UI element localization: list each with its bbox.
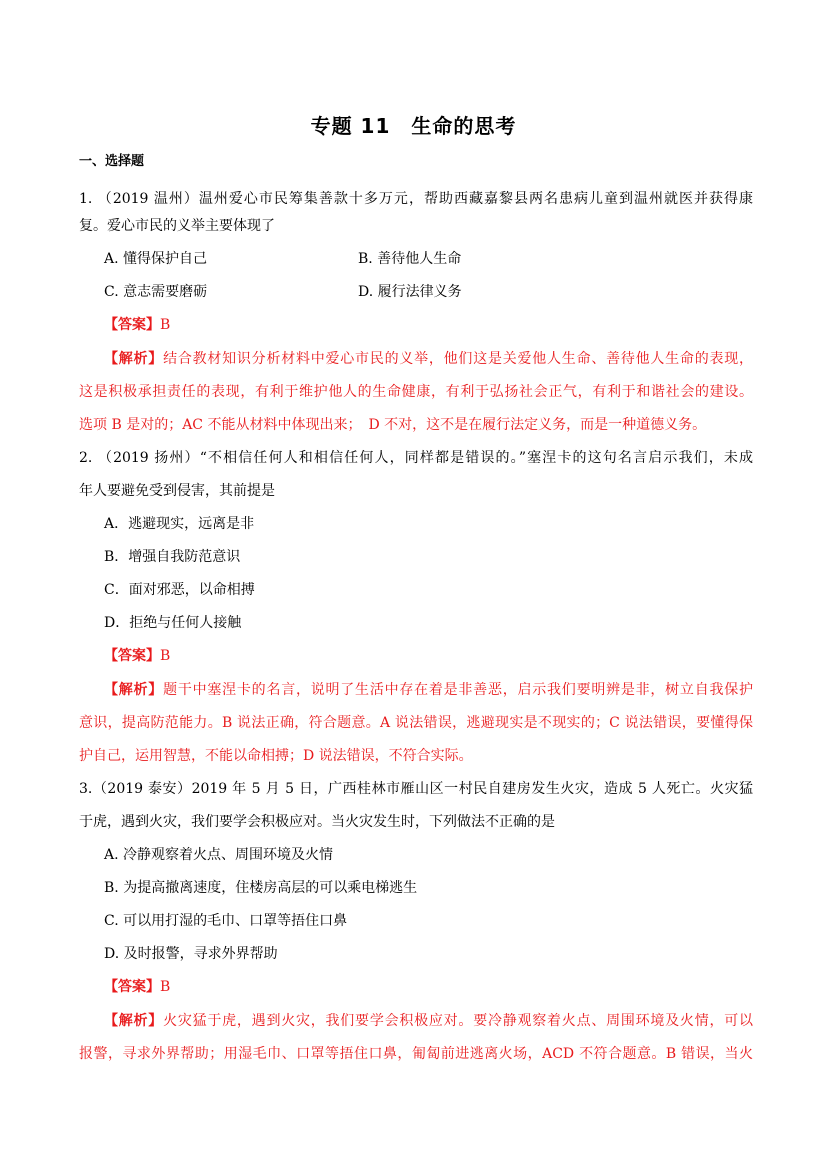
question-3-option-a: A. 冷静观察着火点、周围环境及火情 (104, 847, 334, 863)
analysis-label: 【解析】 (104, 682, 164, 698)
question-2-option-c: C．面对邪恶，以命相搏 (104, 582, 255, 598)
question-2-analysis-line-3: 护自己，运用智慧，不能以命相搏；D 说法错误，不符合实际。 (79, 748, 473, 764)
question-1-analysis-line-2: 这是积极承担责任的表现，有利于维护他人的生命健康，有利于弘扬社会正气，有利于和谐社会的建设。 (79, 384, 753, 400)
analysis-text: 题干中塞涅卡的名言，说明了生活中存在着是非善恶，启示我们要明辨是非，树立自我保护 (163, 682, 754, 698)
answer-label: 【答案】 (104, 979, 160, 995)
question-1-answer (104, 317, 170, 333)
answer-value: B (160, 317, 171, 333)
analysis-label: 【解析】 (104, 351, 164, 367)
question-3-answer (104, 979, 170, 995)
answer-label: 【答案】 (104, 648, 160, 664)
question-2-option-a: A．逃避现实，远离是非 (104, 516, 255, 532)
answer-value: B (160, 648, 171, 664)
page-title: 专题 11 生命的思考 (310, 114, 517, 138)
question-2-answer (104, 648, 170, 664)
analysis-label: 【解析】 (104, 1013, 164, 1029)
section-heading: 一、选择题 (79, 154, 145, 169)
question-1-analysis-line-3: 选项 B 是对的；AC 不能从材料中体现出来； D 不对，这不是在履行法定义务，而是一种道德义务。 (79, 417, 707, 433)
question-1-stem-line-2: 复。爱心市民的义举主要体现了 (79, 218, 275, 234)
question-2-stem-line-1: 2. （2019 扬州）“不相信任何人和相信任何人，同样都是错误的。”塞涅卡的这句名言启示我们，未成 (79, 450, 753, 466)
question-2-analysis-line-2: 意识，提高防范能力。B 说法正确，符合题意。A 说法错误，逃避现实是不现实的；C 说法错误，要懂得保 (79, 715, 753, 731)
question-2-option-b: B．增强自我防范意识 (104, 549, 241, 565)
question-1-option-c: C. 意志需要磨砺 (104, 284, 208, 300)
question-2-analysis-line-1 (104, 682, 753, 698)
question-3-analysis-line-2: 报警，寻求外界帮助；用湿毛巾、口罩等捂住口鼻，匍匐前进逃离火场，ACD 不符合题意。B 错误，当火 (79, 1046, 753, 1062)
question-3-option-b: B. 为提高撤离速度，住楼房高层的可以乘电梯逃生 (104, 880, 418, 896)
question-1-option-a: A. 懂得保护自己 (104, 251, 208, 267)
answer-value: B (160, 979, 171, 995)
analysis-text: 火灾猛于虎，遇到火灾，我们要学会积极应对。要冷静观察着火点、周围环境及火情，可以 (163, 1013, 754, 1029)
answer-label: 【答案】 (104, 317, 160, 333)
question-3-stem-line-2: 于虎，遇到火灾，我们要学会积极应对。当火灾发生时，下列做法不正确的是 (79, 814, 555, 830)
question-1-stem-line-1: 1. （2019 温州）温州爱心市民筹集善款十多万元，帮助西藏嘉黎县两名患病儿童到温州就医并获得康 (79, 191, 753, 207)
question-2-stem-line-2: 年人要避免受到侵害，其前提是 (79, 483, 275, 499)
question-3-option-c: C. 可以用打湿的毛巾、口罩等捂住口鼻 (104, 913, 348, 929)
question-1-analysis-line-1 (104, 351, 753, 367)
question-1-option-d: D. 履行法律义务 (358, 284, 462, 300)
question-1-option-b: B. 善待他人生命 (358, 251, 462, 267)
analysis-text: 结合教材知识分析材料中爱心市民的义举，他们这是关爱他人生命、善待他人生命的表现， (163, 351, 754, 367)
question-3-option-d: D. 及时报警，寻求外界帮助 (104, 946, 278, 962)
question-3-stem-line-1: 3.（2019 泰安）2019 年 5 月 5 日，广西桂林市雁山区一村民自建房发生火灾，造成 5 人死亡。火灾猛 (79, 781, 753, 797)
question-2-option-d: D．拒绝与任何人接触 (104, 615, 242, 631)
question-3-analysis-line-1 (104, 1013, 753, 1029)
